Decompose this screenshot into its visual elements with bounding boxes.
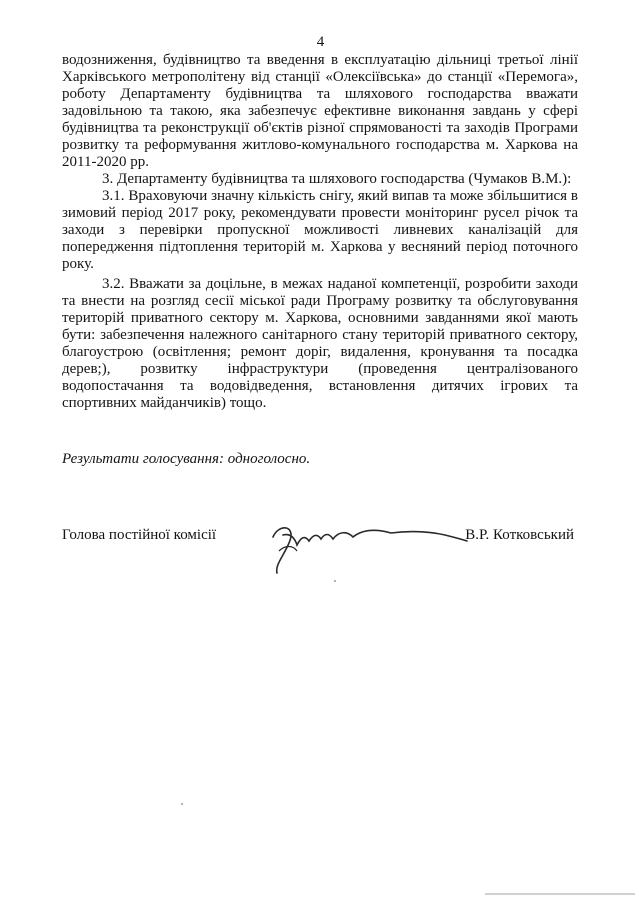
paragraph-continuation: водозниження, будівництво та введення в експлуатацію дільниці третьої лінії Харківського метрополітену від станції «Олексіївська» до станції «Перемога», роботу Департаменту будівництва та шляхового господарства вважати задовільною та такою, яка забезпечує ефективне виконання завдань у сфері будівництва та реконструкції об'єктів різної спрямованості та заходів Програми розвитку та реформування житлово-комунального господарства м. Харкова на 2011-2020 рр.: [62, 52, 578, 170]
voting-result: Результати голосування: одноголосно.: [62, 451, 311, 467]
page-number: 4: [316, 34, 325, 50]
paragraph-item-3: 3. Департаменту будівництва та шляхового господарства (Чумаков В.М.):: [102, 171, 572, 187]
paragraph-item-3-2: 3.2. Вважати за доцільне, в межах наданої компетенції, розробити заходи та внести на розгляд сесії міської ради Програму розвитку та обслуговування територій приватного сектору м. Харкова, основними завданнями якої мають бути: забезпечення належного санітарного стану територій приватного сектору, благоустрою (освітлення; ремонт доріг, видалення, кронування та посадка дерев;), розвитку інфраструктури (проведення централізованого водопостачання та водовідведення, встановлення дитячих ігрових та спортивних майданчиків) тощо.: [62, 276, 578, 411]
scan-speck: [334, 580, 336, 582]
signatory-title: Голова постійної комісії: [62, 527, 217, 543]
paragraph-item-3-1: 3.1. Враховуючи значну кількість снігу, який випав та може збільшитися в зимовий період 2017 року, рекомендувати провести моніторинг русел річок та заходи з перевірки пропускної можливості ливневих каналізацій для попередження підтоплення територій м. Харкова у весняний період поточного року.: [62, 188, 578, 272]
scan-edge-mark: [485, 893, 635, 895]
scan-speck: [181, 803, 183, 805]
signature-block: [62, 527, 578, 587]
signatory-name: В.Р. Котковський: [465, 527, 574, 543]
document-body: [62, 52, 578, 412]
handwritten-signature: [267, 515, 477, 579]
